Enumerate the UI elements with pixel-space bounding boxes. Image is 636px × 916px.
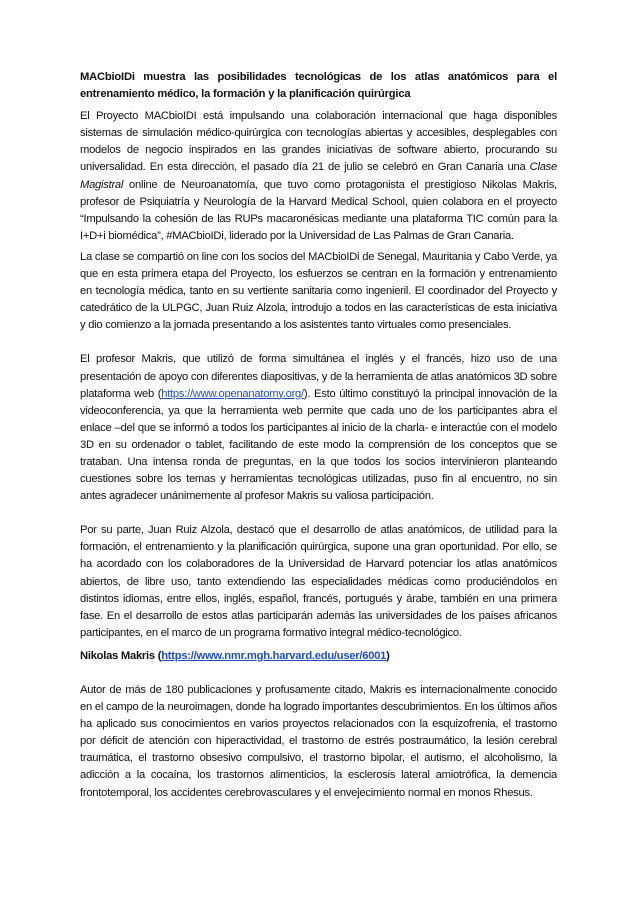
bio-paren-open: ( <box>154 649 162 662</box>
bio-name: Nikolas Makris <box>80 649 155 662</box>
paragraph-intro-italic: Clase Magistral <box>80 161 557 191</box>
paragraph-makris-text-2: ). Esto último constituyó la principal innovación de la videoconferencia, ya que la herramienta web permite que cada uno de los participantes abra el enlace –del que se informó a todos los participantes al inicio de la charla- e interactúe con el modelo 3D en su ordenador o tablet, facilitando de este modo la comprensión de los conceptos que se trataban. Una intensa ronda de preguntas, en la que todos los socios intervinieron planteando cuestiones sobre los temas y herramientas tecnológicas utilizadas, puso fin al encuentro, no sin antes agradecer unánimemente al profesor Makris su valiosa participación. <box>80 387 558 503</box>
paragraph-intro-text-2: online de Neuroanatomía, que tuvo como protagonista el prestigioso Nikolas Makris, profesor de Psiquiatría y Neurología de la Harvard Medical School, quien colabora en el proyecto “Impulsando la cohesión de las RUPs macaronésicas mediante una plataforma TIC común para la I+D+i biomédica”, #MACbioIDi, liderado por la Universidad de Las Palmas de Gran Canaria. <box>80 178 557 242</box>
makris-profile-link[interactable]: https://www.nmr.mgh.harvard.edu/user/6001 <box>161 649 387 662</box>
paragraph-makris-presentation <box>80 351 557 505</box>
paragraph-intro-text-1: El Proyecto MACbioIDI está impulsando una colaboración internacional que haga disponibles sistemas de simulación médico-quirúrgica con tecnologías abiertas y accesibles, desplegables con modelos de negocio inspirados en las grandes iniciativas de software abierto, procurando su universalidad. En esta dirección, el pasado día 21 de julio se celebró en Gran Canaria una <box>80 110 557 174</box>
paragraph-makris-text-1: El profesor Makris, que utilizó de forma simultánea el inglés y el francés, hizo uso de una presentación de apoyo con diferentes diapositivas, y de la herramienta de atlas anatómicos 3D sobre plataforma web ( <box>80 353 557 400</box>
article-title: MACbioIDi muestra las posibilidades tecnológicas de los atlas anatómicos para el entrenamiento médico, la formación y la planificación quirúrgica <box>80 71 557 101</box>
bio-paren-close: ) <box>386 649 390 662</box>
openanatomy-link[interactable]: https://www.openanatomy.org/ <box>161 387 304 400</box>
paragraph-bio: Autor de más de 180 publicaciones y profusamente citado, Makris es internacionalmente conocido en el campo de la neuroimagen, donde ha logrado importantes descubrimientos. En los últimos años ha aplicado sus conocimientos en varios proyectos relacionados con la esquizofrenia, el trastorno por déficit de atención con hiperactividad, el trastorno de estrés postraumático, la lesión cerebral traumática, el trastorno obsesivo compulsivo, el trastorno bipolar, el autismo, el alcoholismo, la adicción a la cocaína, los trastornos alimenticios, la esclerosis lateral amiotrófica, la demencia frontotemporal, los accidentes cerebrovasculares y el envejecimiento normal en monos Rhesus. <box>80 684 557 799</box>
bio-heading <box>80 648 557 665</box>
paragraph-ruiz-alzola: Por su parte, Juan Ruiz Alzola, destacó que el desarrollo de atlas anatómicos, de utilidad para la formación, el entrenamiento y la planificación quirúrgica, supone una gran oportunidad. Por ello, se ha acordado con los colaboradores de la Universidad de Harvard potenciar los atlas anatómicos abiertos, de libre uso, tanto extendiendo las especialidades médicas como produciéndolos en distintos idiomas, entre ellos, inglés, español, francés, portugués y árabe, también en una primera fase. En el desarrollo de estos atlas participarán además las universidades de los países africanos participantes, en el marco de un programa formativo integral médico-tecnológico. <box>80 524 557 639</box>
paragraph-class-shared: La clase se compartió on line con los socios del MACbioIDi de Senegal, Mauritania y Cabo Verde, ya que en esta primera etapa del Proyecto, los esfuerzos se centran en la formación y entrenamiento en tecnología médica, tanto en su vertiente sanitaria como ingenieril. El coordinador del Proyecto y catedrático de la ULPGC, Juan Ruiz Alzola, introdujo a todos en las características de esta iniciativa y dio comienzo a la jornada presentando a los asistentes tanto virtuales como presenciales. <box>80 250 557 332</box>
paragraph-intro <box>80 108 557 245</box>
document-page <box>80 69 557 802</box>
